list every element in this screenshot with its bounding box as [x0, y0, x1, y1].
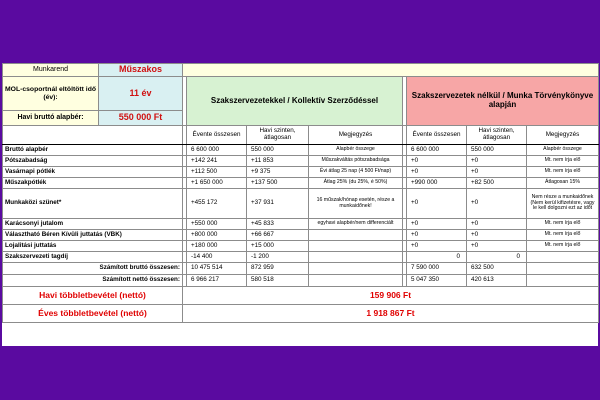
kt-note: Átlag 25% (du 25%, é 50%) [309, 178, 403, 189]
kt-month: +15 000 [247, 241, 309, 252]
mt-note: Mt. nem írja elő [527, 219, 599, 230]
kt-month: +37 931 [247, 189, 309, 219]
mt-year: +0 [407, 230, 467, 241]
mt-month: 550 000 [467, 145, 527, 156]
header-blank [3, 126, 183, 145]
mt-month: +0 [467, 219, 527, 230]
gross-total-row [3, 263, 599, 275]
row-label: Pótszabadság [3, 156, 183, 167]
mt-year: 6 600 000 [407, 145, 467, 156]
gross-total-label: Számított bruttó összesen: [3, 263, 183, 275]
row-label: Lojalitási juttatás [3, 241, 183, 252]
net-mt-note [527, 275, 599, 287]
kt-note [309, 241, 403, 252]
table-row [3, 219, 599, 230]
mt-note: Mt. nem írja elő [527, 167, 599, 178]
kt-note: Alapbér összege [309, 145, 403, 156]
table-row [3, 178, 599, 189]
monthly-result-label: Havi többletbevétel (nettó) [3, 287, 183, 305]
mol-row [3, 77, 599, 111]
kt-col-monthly: Havi szinten, átlagosan [247, 126, 309, 145]
alapber-value[interactable]: 550 000 Ft [99, 111, 183, 126]
mt-note: Mt. nem írja elő [527, 241, 599, 252]
monthly-result-row [3, 287, 599, 305]
mt-col-note: Megjegyzés [527, 126, 599, 145]
gross-mt-year: 7 590 000 [407, 263, 467, 275]
net-kt-year: 6 966 217 [187, 275, 247, 287]
kt-year: +800 000 [187, 230, 247, 241]
mt-year: +0 [407, 167, 467, 178]
kt-year: +550 000 [187, 219, 247, 230]
mt-year: +0 [407, 156, 467, 167]
net-mt-year: 5 047 350 [407, 275, 467, 287]
row-label: Műszakpótlék [3, 178, 183, 189]
kt-col-yearly: Évente összesen [187, 126, 247, 145]
column-header-row [3, 126, 599, 145]
kt-year: +142 241 [187, 156, 247, 167]
kt-year: +1 650 000 [187, 178, 247, 189]
mt-year: +0 [407, 189, 467, 219]
table-row [3, 156, 599, 167]
mt-year: +990 000 [407, 178, 467, 189]
net-kt-note [309, 275, 403, 287]
gross-mt-month: 632 500 [467, 263, 527, 275]
kt-note: 16 műszak/hónap esetén, része a munkaidőnek! [309, 189, 403, 219]
row-label: Munkaközi szünet* [3, 189, 183, 219]
mt-note: Mt. nem írja elő [527, 156, 599, 167]
mol-value[interactable]: 11 év [99, 77, 183, 111]
gross-kt-month: 872 959 [247, 263, 309, 275]
mt-note: Mt. nem írja elő [527, 230, 599, 241]
net-total-label: Számított nettó összesen: [3, 275, 183, 287]
munkarend-row [3, 64, 599, 77]
mt-month: 0 [467, 252, 527, 263]
kt-col-note: Megjegyzés [309, 126, 403, 145]
alapber-label: Havi bruttó alapbér: [3, 111, 99, 126]
net-kt-month: 580 518 [247, 275, 309, 287]
kt-month: 550 000 [247, 145, 309, 156]
kt-note: Műszakváltás pótszabadsága [309, 156, 403, 167]
kt-note: Évi átlag 25 nap (4 500 Ft/nap) [309, 167, 403, 178]
mt-note: Nem része a munkaidőnek (Nem kerül kifizetésre, vagy le kell dolgozni ezt az időt [527, 189, 599, 219]
monthly-result-value: 159 906 Ft [183, 287, 599, 305]
mt-month: +0 [467, 167, 527, 178]
table-row [3, 230, 599, 241]
comparison-table [2, 63, 599, 323]
munkarend-value[interactable]: Műszakos [99, 64, 183, 77]
row-label: Választható Béren Kívüli juttatás (VBK) [3, 230, 183, 241]
mt-month: +0 [467, 156, 527, 167]
gross-kt-note [309, 263, 403, 275]
table-row [3, 252, 599, 263]
mt-year: +0 [407, 241, 467, 252]
kt-month: +11 853 [247, 156, 309, 167]
table-row [3, 167, 599, 178]
mt-col-monthly: Havi szinten, átlagosan [467, 126, 527, 145]
gross-mt-note [527, 263, 599, 275]
munkarend-label: Munkarend [3, 64, 99, 77]
kt-note: egyhavi alapbér/nem differenciált [309, 219, 403, 230]
comparison-sheet [2, 63, 598, 346]
mt-year: 0 [407, 252, 467, 263]
net-total-row [3, 275, 599, 287]
kt-year: 6 600 000 [187, 145, 247, 156]
mt-note: Átlagosan 15% [527, 178, 599, 189]
table-row [3, 241, 599, 252]
row-label: Karácsonyi jutalom [3, 219, 183, 230]
kt-month: -1 200 [247, 252, 309, 263]
mt-month: +0 [467, 230, 527, 241]
mt-note [527, 252, 599, 263]
mt-month: +0 [467, 189, 527, 219]
kt-month: +45 833 [247, 219, 309, 230]
kt-year: +112 500 [187, 167, 247, 178]
mt-note: Alapbér összege [527, 145, 599, 156]
yearly-result-label: Éves többletbevétel (nettó) [3, 305, 183, 323]
table-row [3, 189, 599, 219]
kt-note [309, 230, 403, 241]
kt-year: -14 400 [187, 252, 247, 263]
row-label: Vasárnapi pótlék [3, 167, 183, 178]
kt-month: +137 500 [247, 178, 309, 189]
yearly-result-value: 1 918 867 Ft [183, 305, 599, 323]
mt-col-yearly: Évente összesen [407, 126, 467, 145]
mt-month: +0 [467, 241, 527, 252]
group-with-union: Szakszervezetekkel / Kollektív Szerződéssel [187, 77, 403, 126]
mt-year: +0 [407, 219, 467, 230]
row-label: Szakszervezeti tagdíj [3, 252, 183, 263]
row-label: Bruttó alapbér [3, 145, 183, 156]
group-without-union: Szakszervezetek nélkül / Munka Törvénykönyve alapján [407, 77, 599, 126]
kt-month: +9 375 [247, 167, 309, 178]
mt-month: +82 500 [467, 178, 527, 189]
net-mt-month: 420 613 [467, 275, 527, 287]
kt-year: +455 172 [187, 189, 247, 219]
yearly-result-row [3, 305, 599, 323]
header-spacer [183, 64, 599, 77]
table-row [3, 145, 599, 156]
kt-year: +180 000 [187, 241, 247, 252]
kt-month: +66 667 [247, 230, 309, 241]
kt-note [309, 252, 403, 263]
mol-label: MOL-csoportnál eltöltött idő (év): [3, 77, 99, 111]
gross-kt-year: 10 475 514 [187, 263, 247, 275]
